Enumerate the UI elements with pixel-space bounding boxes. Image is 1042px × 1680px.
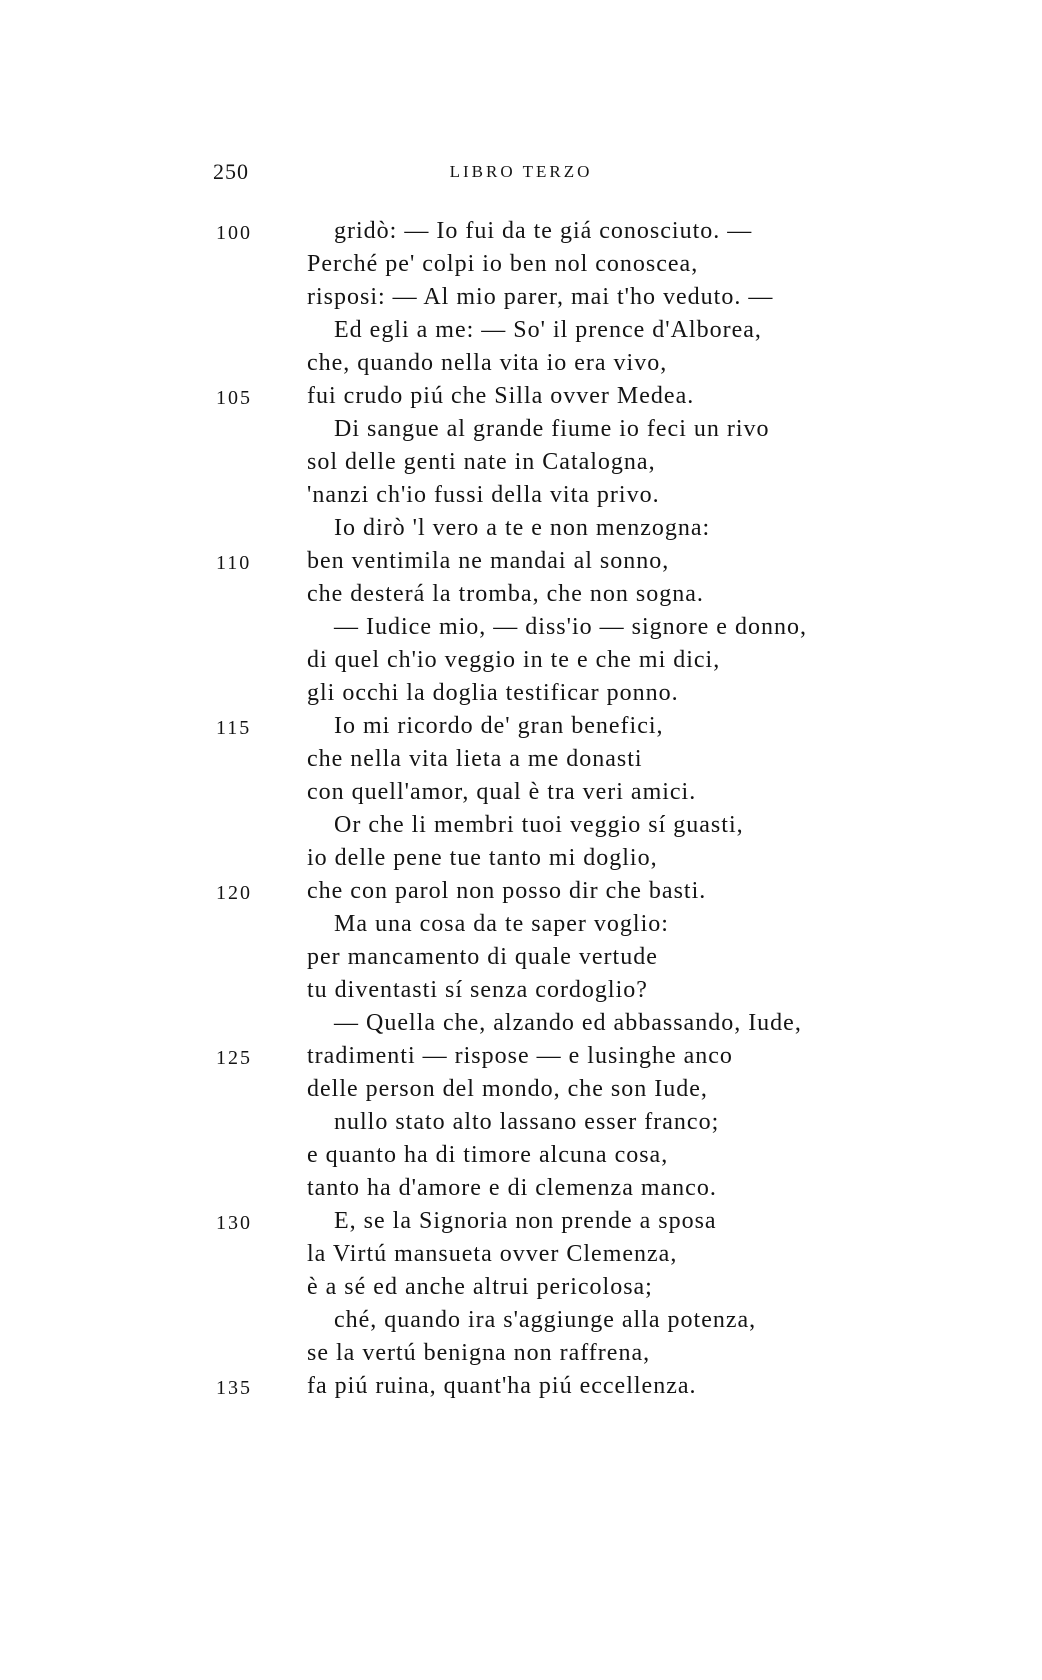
verse-text: se la vertú benigna non raffrena, [307,1340,651,1366]
verse-line [0,218,1042,251]
verse-line [0,350,1042,383]
verse-line [0,878,1042,911]
verse-line [0,614,1042,647]
line-number: 120 [216,882,252,904]
verse-line [0,1274,1042,1307]
verse-text: gli occhi la doglia testificar ponno. [307,680,679,706]
verse-line [0,1373,1042,1406]
verse-text: Or che li membri tuoi veggio sí guasti, [334,812,744,838]
verse-text: di quel ch'io veggio in te e che mi dici, [307,647,721,673]
verse-text: la Virtú mansueta ovver Clemenza, [307,1241,678,1267]
verse-line [0,845,1042,878]
verse-text: nullo stato alto lassano esser franco; [334,1109,720,1135]
verse-text: con quell'amor, qual è tra veri amici. [307,779,697,805]
verse-line [0,317,1042,350]
verse-text: delle person del mondo, che son Iude, [307,1076,708,1102]
verse-line [0,1043,1042,1076]
verse-line [0,1010,1042,1043]
verse-text: tu diventasti sí senza cordoglio? [307,977,648,1003]
verse-text: Io mi ricordo de' gran benefici, [334,713,664,739]
verse-text: è a sé ed anche altrui pericolosa; [307,1274,653,1300]
verse-text: — Iudice mio, — diss'io — signore e donno, [334,614,807,640]
verse-line [0,515,1042,548]
verse-text: 'nanzi ch'io fussi della vita privo. [307,482,660,508]
line-number: 100 [216,222,252,244]
verse-line [0,1241,1042,1274]
verse-line [0,911,1042,944]
verse-line [0,1307,1042,1340]
verse-text: tradimenti — rispose — e lusinghe anco [307,1043,733,1069]
verse-line [0,779,1042,812]
line-number: 130 [216,1212,252,1234]
line-number: 105 [216,387,252,409]
verse-line [0,746,1042,779]
verse-line [0,1340,1042,1373]
verse-text: risposi: — Al mio parer, mai t'ho veduto. — [307,284,774,310]
verse-line [0,416,1042,449]
verse-text: tanto ha d'amore e di clemenza manco. [307,1175,717,1201]
verse-text: gridò: — Io fui da te giá conosciuto. — [334,218,753,244]
verse-text: io delle pene tue tanto mi doglio, [307,845,658,871]
verse-line [0,647,1042,680]
verse-line [0,284,1042,317]
verse-text: per mancamento di quale vertude [307,944,658,970]
verse-text: che con parol non posso dir che basti. [307,878,707,904]
verse-line [0,1142,1042,1175]
verse-line [0,482,1042,515]
verse-text: E, se la Signoria non prende a sposa [334,1208,717,1234]
verse-text: che desterá la tromba, che non sogna. [307,581,704,607]
verse-line [0,251,1042,284]
verse-line [0,977,1042,1010]
line-number: 115 [216,717,252,739]
verse-line [0,548,1042,581]
verse-line [0,812,1042,845]
verse-text: che, quando nella vita io era vivo, [307,350,668,376]
verse-text: Perché pe' colpi io ben nol conoscea, [307,251,699,277]
verse-line [0,1208,1042,1241]
verse-text: fui crudo piú che Silla ovver Medea. [307,383,695,409]
verse-text: sol delle genti nate in Catalogna, [307,449,656,475]
line-number: 110 [216,552,252,574]
verse-line [0,581,1042,614]
verse-text: che nella vita lieta a me donasti [307,746,643,772]
verse-text: Io dirò 'l vero a te e non menzogna: [334,515,711,541]
verse-line [0,1175,1042,1208]
verse-line [0,449,1042,482]
verse-text: fa piú ruina, quant'ha piú eccellenza. [307,1373,697,1399]
line-number: 135 [216,1377,252,1399]
verse-line [0,713,1042,746]
verse-line [0,944,1042,977]
verse-text: ben ventimila ne mandai al sonno, [307,548,670,574]
verse-text: — Quella che, alzando ed abbassando, Iude, [334,1010,802,1036]
page-number: 250 [213,159,249,184]
verse-line [0,383,1042,416]
verse-line [0,1076,1042,1109]
verse-text: Di sangue al grande fiume io feci un rivo [334,416,770,442]
verse-line [0,680,1042,713]
verse-text: e quanto ha di timore alcuna cosa, [307,1142,669,1168]
verse-text: Ma una cosa da te saper voglio: [334,911,669,937]
running-head: LIBRO TERZO [449,162,593,181]
line-number: 125 [216,1047,252,1069]
verse-text: ché, quando ira s'aggiunge alla potenza, [334,1307,757,1333]
verse-text: Ed egli a me: — So' il prence d'Alborea, [334,317,762,343]
verse-line [0,1109,1042,1142]
